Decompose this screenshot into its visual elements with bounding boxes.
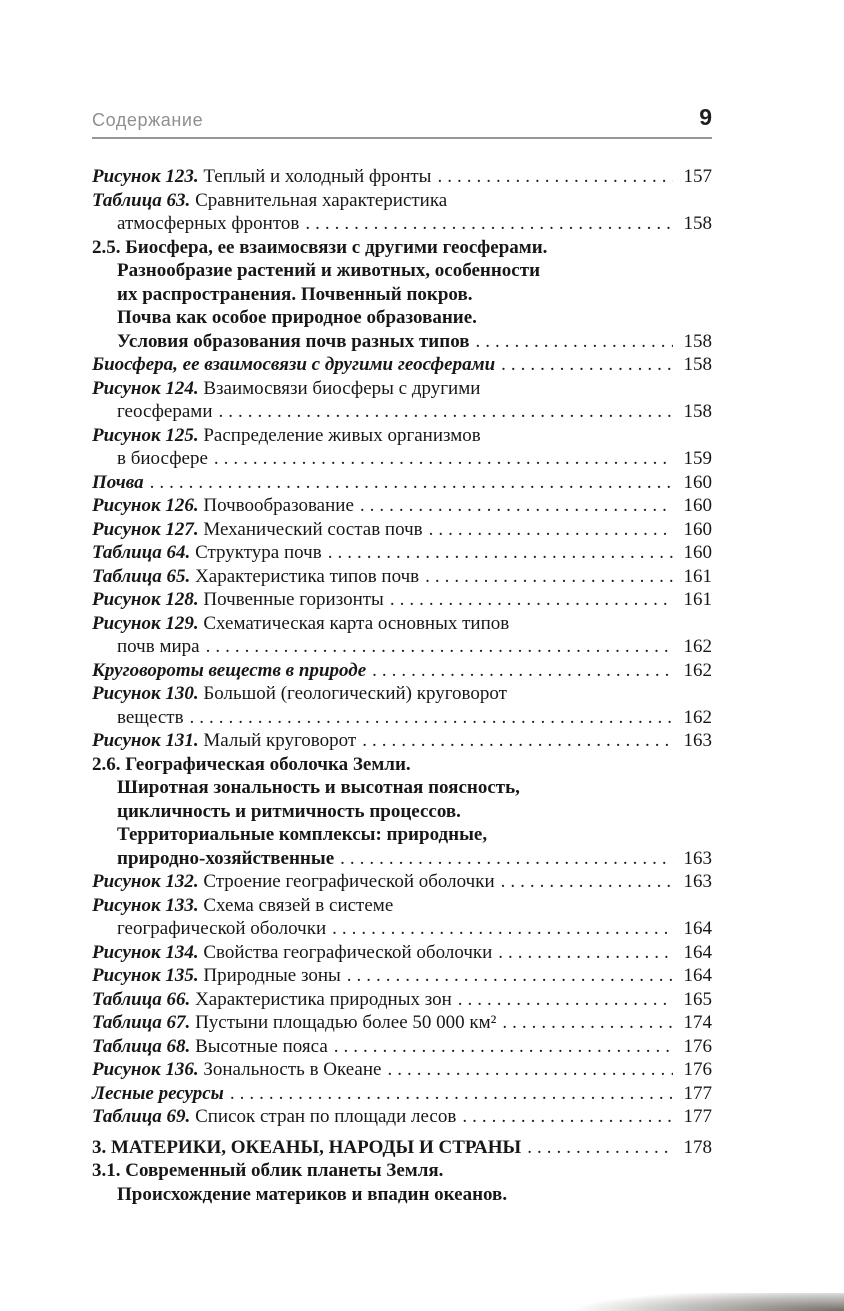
toc-line — [92, 165, 712, 189]
toc-line — [92, 471, 712, 495]
dot-leader — [527, 1136, 673, 1160]
toc-page-number: 158 — [683, 354, 712, 375]
toc-line — [92, 988, 712, 1012]
toc-line — [92, 377, 712, 401]
toc-page-number: 158 — [683, 401, 712, 422]
toc-entry-text: 3. МАТЕРИКИ, ОКЕАНЫ, НАРОДЫ И СТРАНЫ — [92, 1136, 522, 1158]
toc-page-number: 177 — [683, 1106, 712, 1127]
dot-leader — [458, 988, 673, 1012]
dot-leader — [372, 659, 673, 683]
toc-entry-label: Рисунок 130. — [92, 683, 199, 704]
toc-entry-text: Рисунок 136. Зональность в Океане — [92, 1059, 382, 1080]
toc-entry-label: Таблица 65. — [92, 565, 191, 587]
toc-entry — [92, 988, 712, 1012]
toc-line — [92, 1183, 712, 1207]
dot-leader — [347, 964, 673, 988]
toc-line — [92, 1136, 712, 1160]
toc-entry — [92, 165, 712, 189]
toc-entry-text: Происхождение материков и впадин океанов. — [117, 1183, 508, 1205]
dot-leader — [501, 870, 673, 894]
toc-entry — [92, 941, 712, 965]
toc-line — [92, 870, 712, 894]
dot-leader — [214, 447, 673, 471]
dot-leader — [498, 941, 673, 965]
toc-line — [92, 729, 712, 753]
toc-line — [92, 894, 712, 918]
dot-leader — [425, 565, 673, 589]
dot-leader — [230, 1082, 673, 1106]
toc-entry-text: Таблица 64. Структура почв — [92, 542, 322, 563]
header-page-number: 9 — [699, 104, 712, 130]
toc-page-number: 162 — [683, 706, 712, 728]
header-rule — [92, 137, 712, 139]
toc-entry-text: Почва как особое природное образование. — [117, 307, 477, 328]
toc-page-number: 163 — [683, 847, 712, 869]
toc-entry-text: Рисунок 131. Малый круговорот — [92, 730, 357, 751]
toc-entry-label: Рисунок 136. — [92, 1059, 199, 1080]
toc-entry-text: Рисунок 132. Строение географической оболочки — [92, 871, 495, 892]
dot-leader — [360, 494, 673, 518]
toc-entry — [92, 236, 712, 354]
toc-line — [92, 706, 712, 730]
toc-entry-label: Таблица 63. — [92, 189, 191, 211]
toc-entry-text: Территориальные комплексы: природные, — [117, 824, 488, 845]
toc-line — [92, 212, 712, 236]
toc-list — [92, 165, 712, 1206]
toc-page-number: 160 — [683, 518, 712, 540]
toc-entry-text: Таблица 63. Сравнительная характеристика — [92, 189, 448, 211]
toc-line — [92, 541, 712, 565]
toc-entry — [92, 494, 712, 518]
toc-line — [92, 682, 712, 706]
toc-page-number: 176 — [683, 1059, 712, 1080]
toc-line — [92, 306, 712, 330]
toc-entry-text: Рисунок 129. Схематическая карта основных типов — [92, 612, 510, 634]
toc-page-number: 161 — [683, 565, 712, 587]
dot-leader — [429, 518, 673, 542]
toc-line — [92, 588, 712, 612]
toc-entry-text: географической оболочки — [117, 918, 327, 939]
toc-entry — [92, 682, 712, 729]
toc-page-number: 164 — [683, 965, 712, 986]
toc-entry-text: 2.6. Географическая оболочка Земли. — [92, 753, 411, 775]
toc-entry-text: Рисунок 133. Схема связей в системе — [92, 894, 394, 916]
toc-entry-text: Таблица 67. Пустыни площадью более 50 000 км² — [92, 1012, 497, 1033]
toc-page-number: 174 — [683, 1012, 712, 1033]
toc-line — [92, 1082, 712, 1106]
toc-entry-text: почв мира — [117, 636, 200, 657]
toc-line — [92, 424, 712, 448]
toc-entry-text: Таблица 65. Характеристика типов почв — [92, 565, 420, 587]
toc-entry-text: в биосфере — [117, 448, 208, 469]
toc-entry-text: Разнообразие растений и животных, особенности — [117, 260, 541, 281]
toc-entry-label: Рисунок 128. — [92, 589, 199, 610]
toc-line — [92, 1011, 712, 1035]
toc-entry — [92, 541, 712, 565]
toc-entry-text: Рисунок 128. Почвенные горизонты — [92, 589, 384, 610]
dot-leader — [340, 847, 673, 871]
dot-leader — [362, 729, 673, 753]
toc-entry-text: цикличность и ритмичность процессов. — [117, 800, 461, 822]
toc-line — [92, 753, 712, 777]
toc-entry-text: Биосфера, ее взаимосвязи с другими геосферами — [92, 354, 496, 375]
toc-entry-label: Рисунок 125. — [92, 424, 199, 446]
toc-page-number: 160 — [683, 471, 712, 493]
toc-entry — [92, 353, 712, 377]
toc-entry-text: Рисунок 123. Теплый и холодный фронты — [92, 166, 432, 187]
toc-entry-text: Таблица 68. Высотные пояса — [92, 1035, 328, 1057]
toc-page-number: 160 — [683, 495, 712, 516]
toc-line — [92, 330, 712, 354]
toc-entry — [92, 1082, 712, 1106]
toc-page-number: 164 — [683, 918, 712, 939]
toc-line — [92, 1035, 712, 1059]
toc-line — [92, 189, 712, 213]
toc-page-number: 159 — [683, 448, 712, 469]
toc-entry-text: Широтная зональность и высотная поясность, — [117, 777, 520, 798]
toc-entry-text: Лесные ресурсы — [92, 1082, 224, 1104]
dot-leader — [328, 541, 673, 565]
toc-line — [92, 447, 712, 471]
toc-entry — [92, 870, 712, 894]
toc-entry-label: Рисунок 134. — [92, 941, 199, 963]
toc-entry-text: 2.5. Биосфера, ее взаимосвязи с другими геосферами. — [92, 236, 548, 258]
toc-entry-label: Рисунок 133. — [92, 894, 199, 916]
toc-entry — [92, 753, 712, 871]
toc-entry — [92, 1011, 712, 1035]
toc-entry-text: Рисунок 135. Природные зоны — [92, 965, 341, 986]
dot-leader — [475, 330, 673, 354]
page-header — [92, 104, 712, 131]
toc-line — [92, 847, 712, 871]
toc-line — [92, 659, 712, 683]
toc-line — [92, 635, 712, 659]
toc-entry — [92, 729, 712, 753]
toc-entry-label: Таблица 64. — [92, 542, 191, 563]
toc-entry-label: Таблица 67. — [92, 1012, 191, 1033]
dot-leader — [150, 471, 673, 495]
toc-line — [92, 1159, 712, 1183]
toc-line — [92, 776, 712, 800]
toc-entry-label: Таблица 68. — [92, 1035, 191, 1057]
toc-entry — [92, 612, 712, 659]
toc-page-number: 164 — [683, 941, 712, 963]
toc-page-number: 157 — [683, 166, 712, 187]
toc-entry-text: Рисунок 124. Взаимосвязи биосферы с другими — [92, 377, 481, 399]
toc-line — [92, 259, 712, 283]
toc-page-number: 165 — [683, 988, 712, 1010]
toc-entry — [92, 1159, 712, 1206]
toc-page-number: 178 — [683, 1136, 712, 1158]
dot-leader — [332, 917, 673, 941]
toc-line — [92, 518, 712, 542]
toc-entry — [92, 659, 712, 683]
toc-entry — [92, 1105, 712, 1129]
toc-entry-label: Рисунок 123. — [92, 166, 199, 187]
toc-page-number: 160 — [683, 542, 712, 563]
dot-leader — [462, 1105, 673, 1129]
dot-leader — [334, 1035, 673, 1059]
toc-entry-label: Таблица 66. — [92, 988, 191, 1010]
toc-entry — [92, 565, 712, 589]
toc-page-number: 158 — [683, 330, 712, 352]
toc-line — [92, 353, 712, 377]
toc-line — [92, 964, 712, 988]
toc-line — [92, 283, 712, 307]
dot-leader — [190, 706, 673, 730]
toc-entry-label: Рисунок 135. — [92, 965, 199, 986]
toc-entry — [92, 377, 712, 424]
toc-entry-text: веществ — [117, 706, 184, 728]
toc-line — [92, 941, 712, 965]
toc-page-number: 162 — [683, 659, 712, 681]
toc-entry-text: Рисунок 127. Механический состав почв — [92, 518, 423, 540]
toc-entry-label: Рисунок 126. — [92, 495, 199, 516]
toc-line — [92, 612, 712, 636]
toc-entry-text: Рисунок 134. Свойства географической оболочки — [92, 941, 493, 963]
toc-line — [92, 823, 712, 847]
toc-entry-text: их распространения. Почвенный покров. — [117, 283, 473, 305]
toc-entry-text: природно-хозяйственные — [117, 847, 335, 869]
dot-leader — [390, 588, 673, 612]
toc-entry-label: Рисунок 127. — [92, 518, 199, 540]
toc-line — [92, 236, 712, 260]
toc-line — [92, 800, 712, 824]
toc-entry-text: геосферами — [117, 401, 213, 422]
toc-entry — [92, 518, 712, 542]
toc-entry — [92, 1058, 712, 1082]
toc-entry-text: Круговороты веществ в природе — [92, 659, 367, 681]
toc-entry — [92, 1035, 712, 1059]
toc-entry-label: Рисунок 124. — [92, 377, 199, 399]
toc-entry-text: Таблица 66. Характеристика природных зон — [92, 988, 452, 1010]
toc-entry — [92, 964, 712, 988]
toc-entry-label: Таблица 69. — [92, 1106, 191, 1127]
toc-entry-text: атмосферных фронтов — [117, 213, 300, 234]
toc-line — [92, 400, 712, 424]
toc-page-number: 176 — [683, 1035, 712, 1057]
toc-page-number: 163 — [683, 871, 712, 892]
toc-entry-text: Рисунок 125. Распределение живых организмов — [92, 424, 481, 446]
toc-line — [92, 565, 712, 589]
toc-entry — [92, 894, 712, 941]
toc-entry — [92, 471, 712, 495]
toc-page-number: 177 — [683, 1082, 712, 1104]
dot-leader — [502, 1011, 673, 1035]
toc-page-number: 158 — [683, 213, 712, 234]
toc-entry-label: Рисунок 129. — [92, 612, 199, 634]
toc-line — [92, 494, 712, 518]
toc-entry — [92, 588, 712, 612]
dot-leader — [305, 212, 673, 236]
dot-leader — [437, 165, 673, 189]
toc-entry-text: Рисунок 126. Почвообразование — [92, 495, 354, 516]
header-title: Содержание — [92, 110, 204, 130]
toc-entry — [92, 1136, 712, 1160]
toc-page-number: 163 — [683, 730, 712, 751]
toc-entry-text: Рисунок 130. Большой (геологический) круговорот — [92, 683, 507, 704]
toc-entry — [92, 189, 712, 236]
toc-page-number: 161 — [683, 589, 712, 610]
toc-entry-label: Рисунок 131. — [92, 730, 199, 751]
toc-line — [92, 1058, 712, 1082]
page-edge-shadow — [564, 1293, 844, 1311]
toc-entry-text: Таблица 69. Список стран по площади лесов — [92, 1106, 457, 1127]
toc-page-number: 162 — [683, 636, 712, 657]
toc-entry-text: 3.1. Современный облик планеты Земля. — [92, 1160, 444, 1181]
toc-line — [92, 917, 712, 941]
dot-leader — [206, 635, 673, 659]
toc-entry — [92, 424, 712, 471]
toc-line — [92, 1105, 712, 1129]
toc-entry-text: Условия образования почв разных типов — [117, 330, 470, 352]
dot-leader — [501, 353, 673, 377]
toc-entry-label: Рисунок 132. — [92, 871, 199, 892]
dot-leader — [387, 1058, 673, 1082]
toc-entry-text: Почва — [92, 471, 144, 493]
dot-leader — [218, 400, 673, 424]
